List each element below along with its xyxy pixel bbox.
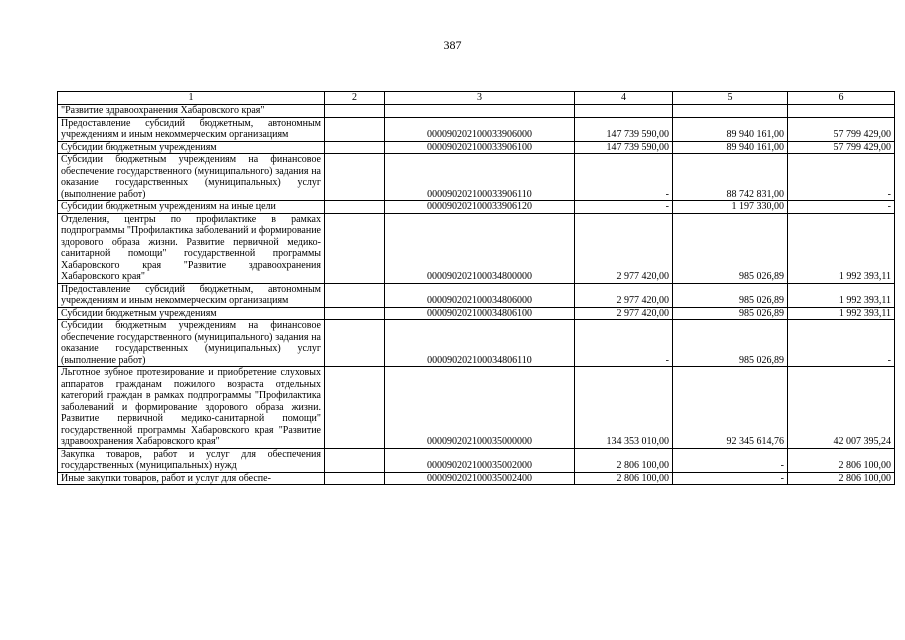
row-empty-cell <box>325 320 385 367</box>
row-name-cell: Предоставление субсидий бюджетным, автономным учреждениям и иным некоммерческим организациям <box>58 283 325 307</box>
table-row <box>58 213 895 283</box>
table-row <box>58 201 895 214</box>
row-value-col5: - <box>673 472 788 485</box>
row-empty-cell <box>325 307 385 320</box>
column-header: 5 <box>673 92 788 105</box>
row-value-col6: - <box>788 320 895 367</box>
table-row <box>58 307 895 320</box>
column-header: 2 <box>325 92 385 105</box>
row-value-col4: 2 977 420,00 <box>575 307 673 320</box>
table-row <box>58 472 895 485</box>
row-code-cell: 000090202100033906000 <box>385 117 575 141</box>
row-value-col4: - <box>575 201 673 214</box>
row-code-cell: 000090202100035002000 <box>385 448 575 472</box>
row-value-col5: 985 026,89 <box>673 320 788 367</box>
row-value-col5: - <box>673 448 788 472</box>
row-value-col5: 985 026,89 <box>673 307 788 320</box>
row-name-cell: Субсидии бюджетным учреждениям на финансовое обеспечение государственного (муниципального) задания на оказание государственных (муниципальных) услуг (выполнение работ) <box>58 154 325 201</box>
row-name-cell: Отделения, центры по профилактике в рамках подпрограммы "Профилактика заболеваний и формирование здорового образа жизни. Развитие первичной медико-санитарной помощи" государственной программы Хабаровского края "Развитие здравоохранения Хабаровского края" <box>58 213 325 283</box>
row-empty-cell <box>325 213 385 283</box>
row-code-cell: 000090202100034806100 <box>385 307 575 320</box>
row-value-col4: - <box>575 320 673 367</box>
row-empty-cell <box>325 367 385 449</box>
row-value-col4: 2 806 100,00 <box>575 448 673 472</box>
row-value-col4: 2 806 100,00 <box>575 472 673 485</box>
row-value-col6: 1 992 393,11 <box>788 307 895 320</box>
row-value-col4: 134 353 010,00 <box>575 367 673 449</box>
column-header: 3 <box>385 92 575 105</box>
row-empty-cell <box>325 117 385 141</box>
row-name-cell: Субсидии бюджетным учреждениям <box>58 141 325 154</box>
table-row <box>58 367 895 449</box>
row-empty-cell <box>325 105 385 118</box>
row-value-col5: 92 345 614,76 <box>673 367 788 449</box>
row-name-cell: Закупка товаров, работ и услуг для обеспечения государственных (муниципальных) нужд <box>58 448 325 472</box>
row-name-cell: Субсидии бюджетным учреждениям на финансовое обеспечение государственного (муниципального) задания на оказание государственных (муниципальных) услуг (выполнение работ) <box>58 320 325 367</box>
row-code-cell: 000090202100034806000 <box>385 283 575 307</box>
row-code-cell <box>385 105 575 118</box>
row-code-cell: 000090202100033906120 <box>385 201 575 214</box>
column-header: 4 <box>575 92 673 105</box>
row-empty-cell <box>325 472 385 485</box>
table-row <box>58 320 895 367</box>
row-value-col5: 985 026,89 <box>673 283 788 307</box>
row-code-cell: 000090202100035002400 <box>385 472 575 485</box>
row-empty-cell <box>325 201 385 214</box>
row-value-col5: 89 940 161,00 <box>673 117 788 141</box>
column-header: 1 <box>58 92 325 105</box>
row-value-col6: 1 992 393,11 <box>788 213 895 283</box>
row-code-cell: 000090202100033906100 <box>385 141 575 154</box>
row-value-col6 <box>788 105 895 118</box>
row-empty-cell <box>325 448 385 472</box>
row-value-col6: 2 806 100,00 <box>788 472 895 485</box>
row-value-col4: 147 739 590,00 <box>575 141 673 154</box>
row-value-col4: 2 977 420,00 <box>575 283 673 307</box>
row-value-col4: - <box>575 154 673 201</box>
row-name-cell: Предоставление субсидий бюджетным, автономным учреждениям и иным некоммерческим организациям <box>58 117 325 141</box>
row-code-cell: 000090202100034806110 <box>385 320 575 367</box>
table-row <box>58 448 895 472</box>
row-empty-cell <box>325 283 385 307</box>
table-row <box>58 283 895 307</box>
row-name-cell: Субсидии бюджетным учреждениям на иные цели <box>58 201 325 214</box>
row-name-cell: Иные закупки товаров, работ и услуг для обеспе- <box>58 472 325 485</box>
row-value-col4 <box>575 105 673 118</box>
table-row <box>58 141 895 154</box>
row-empty-cell <box>325 154 385 201</box>
row-value-col4: 147 739 590,00 <box>575 117 673 141</box>
column-header: 6 <box>788 92 895 105</box>
row-code-cell: 000090202100035000000 <box>385 367 575 449</box>
row-value-col6: 57 799 429,00 <box>788 141 895 154</box>
row-value-col6: 57 799 429,00 <box>788 117 895 141</box>
row-value-col5: 1 197 330,00 <box>673 201 788 214</box>
row-name-cell: Субсидии бюджетным учреждениям <box>58 307 325 320</box>
row-value-col5: 89 940 161,00 <box>673 141 788 154</box>
page-number: 387 <box>443 38 462 52</box>
table-header-row <box>58 92 895 105</box>
row-value-col6: 42 007 395,24 <box>788 367 895 449</box>
row-value-col6: 2 806 100,00 <box>788 448 895 472</box>
table-row <box>58 117 895 141</box>
row-value-col5 <box>673 105 788 118</box>
row-value-col6: - <box>788 154 895 201</box>
budget-table <box>57 91 895 485</box>
row-name-cell: Льготное зубное протезирование и приобретение слуховых аппаратов гражданам пожилого возраста отдельных категорий граждан в рамках подпрограммы "Профилактика заболеваний и формирование здорового образа жизни. Развитие первичной медико-санитарной помощи" государственной программы Хабаровского края "Развитие здравоохранения Хабаровского края" <box>58 367 325 449</box>
row-empty-cell <box>325 141 385 154</box>
row-value-col5: 985 026,89 <box>673 213 788 283</box>
row-value-col5: 88 742 831,00 <box>673 154 788 201</box>
table-row <box>58 154 895 201</box>
table-row <box>58 105 895 118</box>
row-value-col6: - <box>788 201 895 214</box>
row-code-cell: 000090202100034800000 <box>385 213 575 283</box>
row-name-cell: "Развитие здравоохранения Хабаровского края" <box>58 105 325 118</box>
row-value-col4: 2 977 420,00 <box>575 213 673 283</box>
row-code-cell: 000090202100033906110 <box>385 154 575 201</box>
row-value-col6: 1 992 393,11 <box>788 283 895 307</box>
